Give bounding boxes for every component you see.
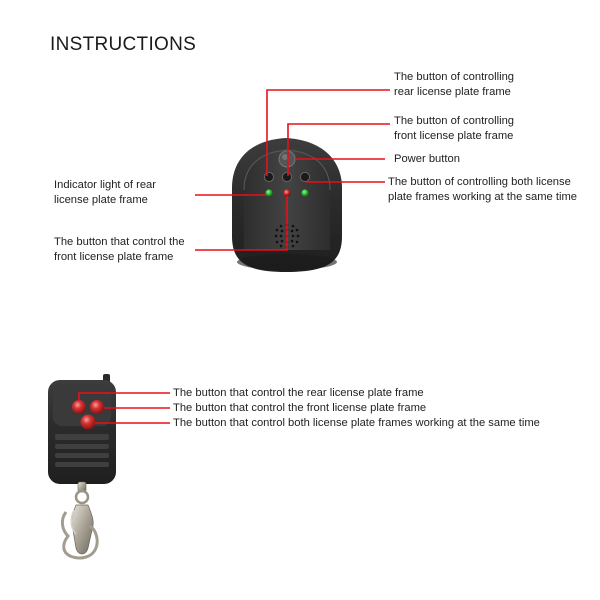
- label-front-button: The button of controlling front license plate frame: [394, 115, 515, 142]
- both-indicator-light: [301, 189, 308, 196]
- label-rear-button: The button of controlling rear license plate frame: [394, 71, 515, 98]
- remote-device: [48, 374, 116, 558]
- remote-rear-button[interactable]: [72, 400, 86, 414]
- label-remote-rear: The button that control the rear license plate frame: [173, 387, 424, 399]
- label-both-button: The button of controlling both license plate frames working at the same time: [388, 176, 578, 203]
- page-title: INSTRUCTIONS: [50, 34, 197, 55]
- label-remote-both: The button that control both license plate frames working at the same time: [173, 417, 540, 429]
- remote-both-button[interactable]: [81, 415, 96, 430]
- label-front-control: The button that control the front license plate frame: [54, 236, 185, 263]
- keychain-clasp-icon: [62, 482, 97, 558]
- front-frame-button[interactable]: [282, 172, 291, 181]
- label-power-button: Power button: [394, 153, 460, 165]
- label-remote-front: The button that control the front license plate frame: [173, 402, 427, 414]
- rear-indicator-light: [265, 189, 272, 196]
- label-indicator-light: Indicator light of rear license plate frame: [54, 179, 156, 206]
- both-frames-button[interactable]: [300, 172, 309, 181]
- remote-front-button[interactable]: [90, 400, 104, 414]
- front-indicator-light: [283, 189, 290, 196]
- rear-frame-button[interactable]: [264, 172, 273, 181]
